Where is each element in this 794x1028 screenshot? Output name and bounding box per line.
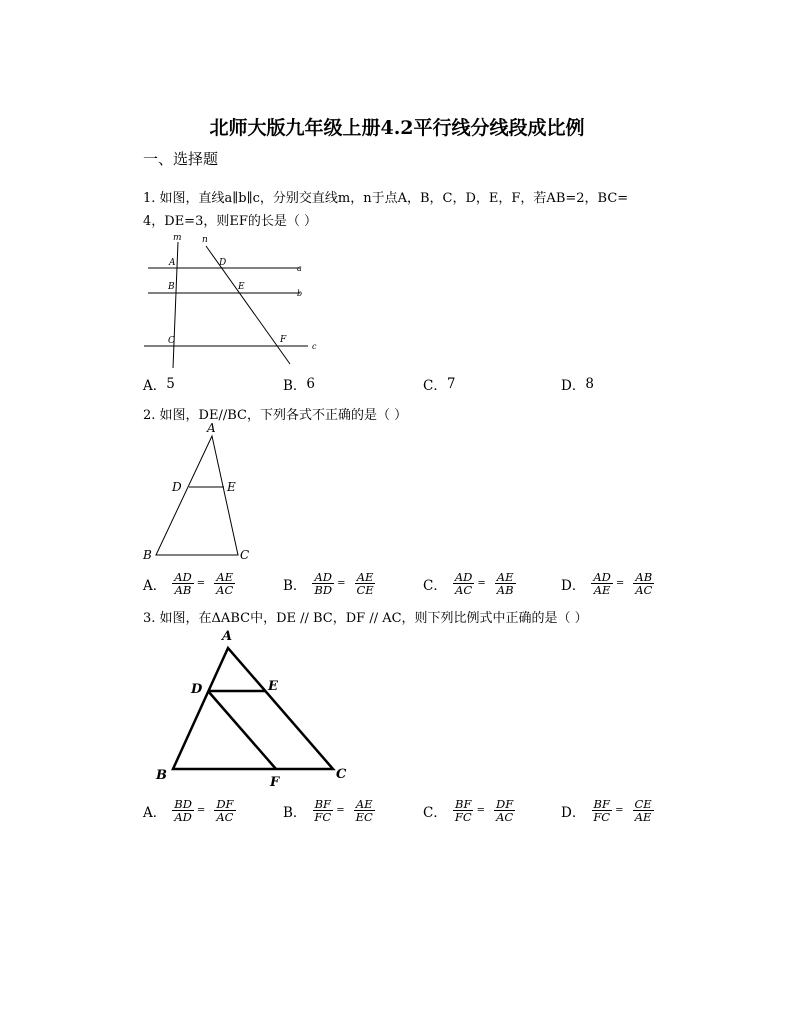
fraction-right: $\frac{AE}{AC}$	[216, 570, 234, 597]
label-F: F	[270, 775, 280, 790]
question-2-option-a[interactable]: A． $\frac{AD}{AB}$ = $\frac{AE}{AC}$	[143, 570, 234, 597]
figure-3-triangle	[150, 626, 360, 791]
question-3-option-c[interactable]: C． $\frac{BF}{FC}$ = $\frac{DF}{AC}$	[423, 797, 514, 824]
label-A: A	[222, 629, 233, 644]
label-C: C	[240, 548, 250, 562]
label-c: c	[312, 342, 317, 351]
question-1-stem: 如图，直线a∥b∥c，分别交直线m，n于点A，B，C，D，E，F，若AB=2，BC=	[159, 191, 629, 206]
label-b: b	[297, 289, 303, 298]
label-E: E	[227, 480, 236, 494]
fraction-right: $\frac{AE}{EC}$	[355, 797, 373, 824]
triangle-abc	[156, 436, 238, 555]
question-2-number: 2.	[143, 408, 156, 423]
figure-1-parallel-lines	[140, 232, 330, 372]
question-1-option-c[interactable]: C． 7	[423, 376, 456, 394]
fraction-right: $\frac{DF}{AC}$	[496, 797, 514, 824]
question-2-stem: 如图，DE//BC，下列各式不正确的是（ ）	[159, 408, 408, 423]
fraction-left: $\frac{BF}{FC}$	[593, 797, 611, 824]
question-1-text	[143, 187, 663, 233]
question-2-option-b[interactable]: B． $\frac{AD}{BD}$ = $\frac{AE}{CE}$	[283, 570, 374, 597]
fraction-right: $\frac{AE}{AB}$	[496, 570, 514, 597]
label-m: m	[173, 233, 182, 243]
fraction-left: $\frac{AD}{BD}$	[314, 570, 333, 597]
question-3-option-a[interactable]: A． $\frac{BD}{AD}$ = $\frac{DF}{AC}$	[143, 797, 234, 824]
label-D: D	[172, 480, 182, 494]
fraction-left: $\frac{BF}{FC}$	[454, 797, 472, 824]
label-C: C	[168, 336, 175, 346]
fraction-left: $\frac{AD}{AE}$	[593, 570, 611, 597]
page-title: 北师大版九年级上册4.2平行线分线段成比例	[209, 117, 585, 139]
fraction-right: $\frac{CE}{AE}$	[634, 797, 652, 824]
fraction-right: $\frac{DF}{AC}$	[216, 797, 234, 824]
question-2-option-c[interactable]: C． $\frac{AD}{AC}$ = $\frac{AE}{AB}$	[423, 570, 514, 597]
question-1-option-a[interactable]: A． 5	[143, 376, 175, 394]
label-B: B	[156, 768, 167, 783]
label-D: D	[219, 258, 227, 268]
label-F: F	[280, 335, 287, 345]
label-a: a	[297, 264, 302, 273]
section-heading: 一、选择题	[143, 150, 219, 168]
label-E: E	[268, 679, 278, 694]
label-B: B	[168, 282, 175, 292]
fraction-left: $\frac{AD}{AB}$	[174, 570, 192, 597]
question-3-option-b[interactable]: B． $\frac{BF}{FC}$ = $\frac{AE}{EC}$	[283, 797, 373, 824]
triangle-abc	[173, 648, 333, 769]
question-2-option-d[interactable]: D． $\frac{AD}{AE}$ = $\frac{AB}{AC}$	[561, 570, 653, 597]
question-1-number: 1.	[143, 191, 156, 206]
label-C: C	[336, 767, 347, 782]
figure-2-triangle	[140, 420, 260, 565]
label-A: A	[207, 421, 216, 435]
fraction-left: $\frac{BD}{AD}$	[174, 797, 192, 824]
fraction-left: $\frac{AD}{AC}$	[454, 570, 473, 597]
label-n: n	[202, 235, 208, 245]
label-A: A	[169, 258, 176, 268]
fraction-right: $\frac{AB}{AC}$	[635, 570, 653, 597]
label-E: E	[238, 282, 245, 292]
question-1-option-b[interactable]: B． 6	[283, 376, 316, 394]
question-3-option-d[interactable]: D． $\frac{BF}{FC}$ = $\frac{CE}{AE}$	[561, 797, 652, 824]
fraction-left: $\frac{BF}{FC}$	[314, 797, 332, 824]
question-3-number: 3.	[143, 611, 156, 626]
label-D: D	[191, 682, 203, 697]
segment-df	[208, 691, 276, 769]
question-1-option-d[interactable]: D． 8	[561, 376, 594, 394]
question-3-stem: 如图，在ΔABC中，DE // BC，DF // AC，则下列比例式中正确的是（ ）	[159, 611, 588, 626]
label-B: B	[143, 548, 152, 562]
fraction-right: $\frac{AE}{CE}$	[356, 570, 374, 597]
question-1-stem-cont: 4，DE=3，则EF的长是（ ）	[143, 214, 317, 229]
